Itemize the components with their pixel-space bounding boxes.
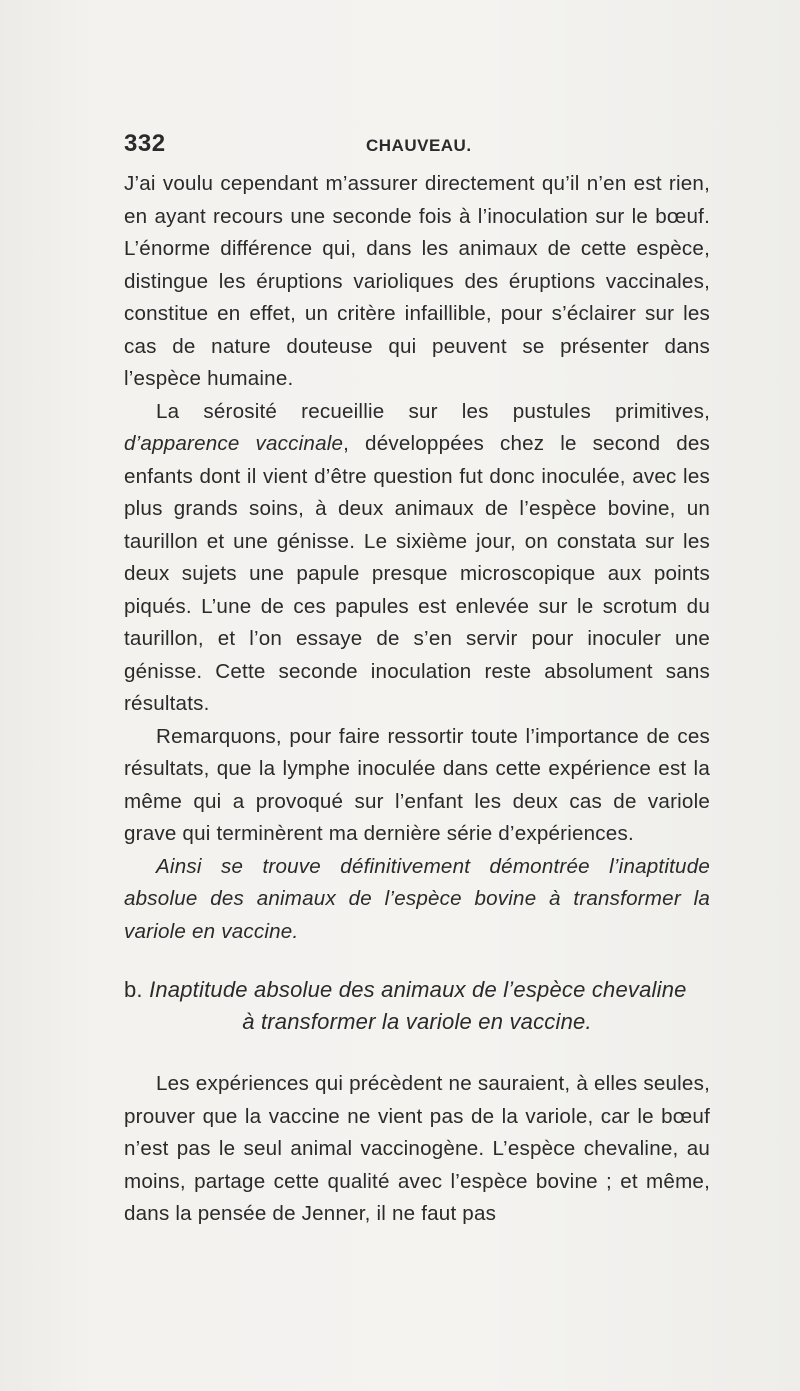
paragraph-2-italic: d’apparence vaccinale xyxy=(124,432,344,455)
paragraph-4-conclusion: Ainsi se trouve définitivement démontrée l’inaptitude absolue des animaux de l’espèce bovine à transformer la variole en vaccine. xyxy=(124,854,710,943)
subsection-letter: b. xyxy=(124,977,143,1002)
subsection-title-1: Inaptitude absolue des animaux de l’espèce chevaline xyxy=(149,977,687,1002)
paragraph-3: Remarquons, pour faire ressortir toute l’importance de ces résultats, que la lymphe inoculée dans cette expérience est la même qui a provoqué sur l’enfant les deux cas de variole grave qui terminèrent ma dernière série d’expériences. xyxy=(124,724,710,845)
paragraph-2 xyxy=(124,396,710,721)
paragraph-1: J’ai voulu cependant m’assurer directement qu’il n’en est rien, en ayant recours une seconde fois à l’inoculation sur le bœuf. L’énorme différence qui, dans les animaux de cette espèce, distingue les éruptions varioliques des éruptions vaccinales, constitue en effet, un critère infaillible, pour s’éclairer sur les cas de nature douteuse qui peuvent se présenter dans l’espèce humaine. xyxy=(124,172,710,390)
running-head: CHAUVEAU. xyxy=(366,136,472,155)
paragraph-2-start: La sérosité recueillie sur les pustules primitives, xyxy=(156,399,710,423)
subsection-heading-line-1 xyxy=(124,974,710,1006)
page-number: 332 xyxy=(124,130,166,157)
subsection-heading-line-2: à transformer la variole en vaccine. xyxy=(242,1009,592,1034)
subsection-heading xyxy=(124,974,710,1038)
page-header xyxy=(124,130,710,160)
body-text xyxy=(124,168,710,1231)
paragraph-2-end: , développées chez le second des enfants dont il vient d’être question fut donc inoculée, avec les plus grands soins, à deux animaux de l’espèce bovine, un taurillon et une génisse. Le sixième jour, on constata sur les deux sujets une papule presque microscopique aux points piqués. L’une de ces papules est enlevée sur le scrotum du taurillon, et l’on essaye de s’en servir pour inoculer une génisse. Cette seconde inoculation reste absolument sans résultats. xyxy=(124,432,710,715)
paragraph-5: Les expériences qui précèdent ne sauraient, à elles seules, prouver que la vaccine ne vient pas de la variole, car le bœuf n’est pas le seul animal vaccinogène. L’espèce chevaline, au moins, partage cette qualité avec l’espèce bovine ; et même, dans la pensée de Jenner, il ne faut pas xyxy=(124,1072,710,1225)
